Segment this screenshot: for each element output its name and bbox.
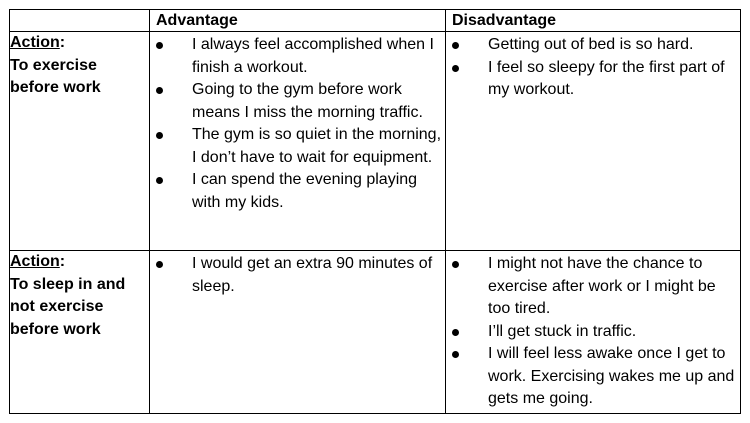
- list-item: [446, 253, 736, 321]
- action-colon: :: [59, 34, 66, 51]
- bullet-icon: [156, 42, 163, 49]
- bullet-icon: [452, 261, 459, 268]
- list-item-text: I’ll get stuck in traffic.: [488, 322, 637, 340]
- list-item-text: Getting out of bed is so hard.: [488, 36, 694, 53]
- action-cell: [10, 32, 150, 251]
- disadvantage-cell: [446, 32, 741, 251]
- pros-cons-table: [9, 9, 741, 414]
- list-item-text: I would get an extra 90 minutes of sleep.: [192, 255, 433, 295]
- table-row-sleep-in: [10, 251, 741, 414]
- action-label: Action: [10, 253, 60, 270]
- advantage-cell: [150, 32, 446, 251]
- disadvantage-list: [446, 251, 740, 413]
- table-row-exercise: [10, 32, 741, 251]
- list-item-text: Going to the gym before work means I miss the morning traffic.: [192, 81, 423, 121]
- advantage-list: [150, 251, 445, 300]
- list-item: [150, 79, 441, 124]
- disadvantage-list: [446, 32, 740, 104]
- list-item: [150, 124, 441, 169]
- header-advantage: Advantage: [150, 10, 446, 32]
- action-description: To exercise before work: [10, 56, 101, 96]
- action-description: To sleep in and not exercise before work: [10, 275, 126, 338]
- action-colon: :: [59, 253, 66, 270]
- bullet-icon: [156, 87, 163, 94]
- bullet-icon: [452, 329, 459, 336]
- bullet-icon: [156, 177, 163, 184]
- list-item: [446, 57, 736, 102]
- list-item-text: I feel so sleepy for the first part of my workout.: [488, 58, 725, 98]
- action-cell: [10, 251, 150, 414]
- bullet-icon: [156, 261, 163, 268]
- list-item-text: I will feel less awake once I get to work. Exercising wakes me up and gets me going.: [488, 345, 735, 407]
- list-item: [150, 253, 441, 298]
- action-label: Action: [10, 34, 60, 51]
- bullet-icon: [452, 42, 459, 49]
- advantage-list: [150, 32, 445, 216]
- header-disadvantage: Disadvantage: [446, 10, 741, 32]
- list-item: [446, 34, 736, 57]
- bullet-icon: [452, 65, 459, 72]
- bullet-icon: [156, 132, 163, 139]
- list-item: [446, 321, 736, 344]
- list-item-text: I can spend the evening playing with my kids.: [192, 171, 418, 211]
- disadvantage-cell: [446, 251, 741, 414]
- advantage-cell: [150, 251, 446, 414]
- list-item-text: I always feel accomplished when I finish a workout.: [192, 36, 434, 76]
- header-row: [10, 10, 741, 32]
- action-label-line: [10, 251, 149, 274]
- list-item-text: The gym is so quiet in the morning, I don’t have to wait for equipment.: [192, 126, 442, 166]
- header-empty-cell: [10, 10, 150, 32]
- list-item: [150, 169, 441, 214]
- list-item: [446, 343, 736, 411]
- list-item: [150, 34, 441, 79]
- list-item-text: I might not have the chance to exercise after work or I might be too tired.: [488, 255, 716, 317]
- bullet-icon: [452, 351, 459, 358]
- action-label-line: [10, 32, 149, 55]
